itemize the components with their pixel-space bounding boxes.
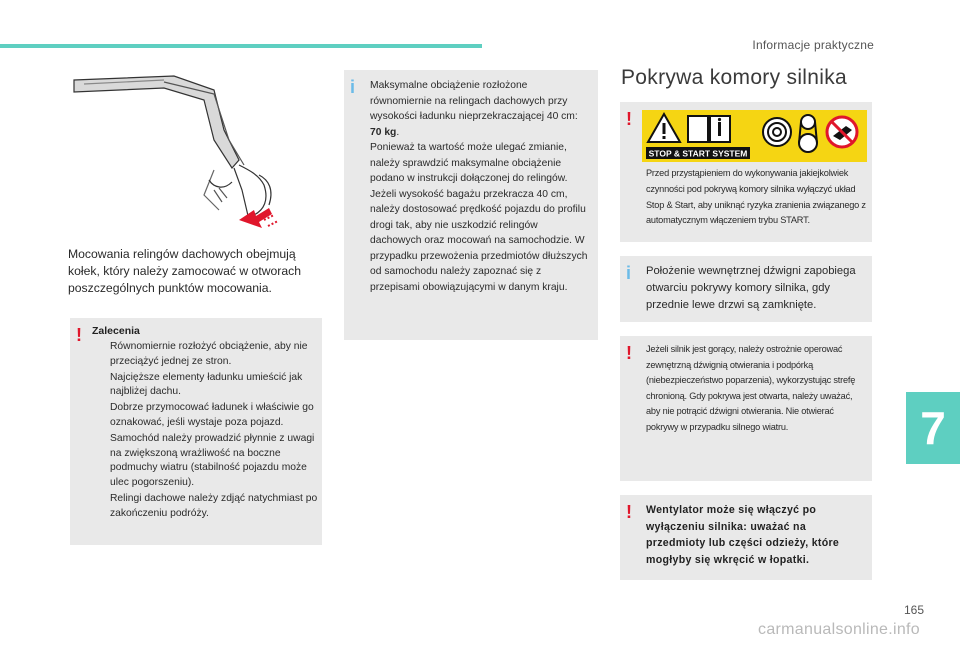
roof-rail-intro-text: Mocowania relingów dachowych obejmują kołek, który należy zamocować w otworach poszczególnych punktów mocowania. <box>68 247 302 295</box>
warning-mark-icon: ! <box>626 343 632 363</box>
hot-engine-warning-text: Jeżeli silnik jest gorący, należy ostrożnie operować zewnętrzną dźwignią otwierania i podpórką (niebezpieczeństwo poparzenia), wykorzystując strefę chronioną. Gdy pokrywa jest otwarta, należy uważać, aby nie potrącić dźwigni otwierania. Nie otwierać pokrywy w przypadku silnego wiatru. <box>646 344 856 432</box>
warning-mark-icon: ! <box>626 502 632 522</box>
hazard-label-strip <box>642 110 867 162</box>
list-item: Dobrze przymocować ładunek i właściwie go oznakować, jeśli wystaje poza pojazd. <box>110 402 314 428</box>
lever-info-text: Położenie wewnętrznej dźwigni zapobiega otwarciu pokrywy komory silnika, gdy przednie lewe drzwi są zamknięte. <box>646 265 856 311</box>
hot-engine-warning-box <box>620 336 872 481</box>
manual-book-icon <box>688 116 730 142</box>
load-info-box <box>344 70 598 340</box>
section-title: Informacje praktyczne <box>752 38 874 52</box>
load-info-text: Maksymalne obciążenie rozłożone równomiernie na relingach dachowych przy wysokości ładunku nieprzekraczającej 40 cm: 70 kg. Ponieważ ta wartość może ulegać zmianie, należy sprawdzić maksymalne obciążenie podano w instrukcji dołączonej do relingów. Jeżeli wysokość bagażu przekracza 40 cm, należy dostosować prędkość pojazdu do profilu drogi tak, aby nie uszkodzić relingów dachowych oraz mocowań na samochodzie. W przypadku przewożenia przedmiotów dłuższych od samochodu należy zapoznać się z przepisami obowiązującymi w danym kraju. <box>370 80 588 293</box>
fan-warning-box <box>620 495 872 580</box>
no-touch-hot-icon <box>827 117 857 147</box>
fan-warning-text: Wentylator może się włączyć po wyłączeniu silnika: uważać na przedmioty lub części odzieży, które mogłyby się wkręcić w łopatki. <box>646 504 840 566</box>
stop-start-warning-text: Przed przystąpieniem do wykonywania jakiejkolwiek czynności pod pokrywą komory silnika wyłączyć układ Stop & Start, aby uniknąć ryzyka zranienia związanego z automatycznym włączeniem trybu START. <box>646 168 866 226</box>
warning-mark-icon: ! <box>626 109 632 129</box>
roof-rail-drawing <box>74 76 271 220</box>
lever-info-box <box>620 256 872 322</box>
stop-start-label: STOP & START SYSTEM <box>648 148 748 159</box>
fan-hazard-icon <box>763 118 791 146</box>
page-title: Pokrywa komory silnika <box>621 66 847 89</box>
recommendations-list <box>88 340 318 523</box>
load-value: 70 kg <box>370 126 397 138</box>
warning-mark-icon: ! <box>76 325 82 345</box>
recommendations-title: Zalecenia <box>92 325 140 337</box>
info-mark-icon: i <box>350 77 356 97</box>
list-item: Równomiernie rozłożyć obciążenie, aby nie przeciążyć jednej ze stron. <box>110 341 308 367</box>
recommendations-box <box>70 318 322 545</box>
list-item: Najcięższe elementy ładunku umieścić jak najbliżej dachu. <box>110 371 303 398</box>
load-info-post: Ponieważ ta wartość może ulegać zmianie, należy sprawdzić maksymalne obciążenie podano w instrukcji dołączonej do relingów. Jeżeli wysokość bagażu przekracza 40 cm, należy dostosować prędkość pojazdu do profilu drogi tak, aby nie uszkodzić relingów dachowych oraz mocowań na samochodzie. W przypadku przewożenia przedmiotów dłuższych od samochodu należy zapoznać się z przepisami obowiązującymi w danym kraju. <box>370 142 588 293</box>
chapter-tab <box>906 392 960 464</box>
stop-start-warning-box <box>620 102 872 242</box>
list-item: Relingi dachowe należy zdjąć natychmiast po zakończeniu podróży. <box>110 492 318 519</box>
arrow-indicator-icon <box>239 208 278 228</box>
load-info-pre: Maksymalne obciążenie rozłożone równomiernie na relingach dachowych przy wysokości ładunku nieprzekraczającej 40 cm: <box>370 80 578 122</box>
page-number: 165 <box>903 603 924 617</box>
info-mark-icon: i <box>626 263 632 283</box>
chapter-number: 7 <box>920 402 946 454</box>
list-item: Samochód należy prowadzić płynnie z uwagi na zwiększoną wrażliwość na boczne podmuchy wiatru (stabilność pojazdu może ulec pogorszeniu). <box>110 432 315 489</box>
watermark: carmanualsonline.info <box>758 621 920 638</box>
roof-rail-illustration <box>64 70 314 230</box>
header-accent-bar <box>0 44 482 48</box>
